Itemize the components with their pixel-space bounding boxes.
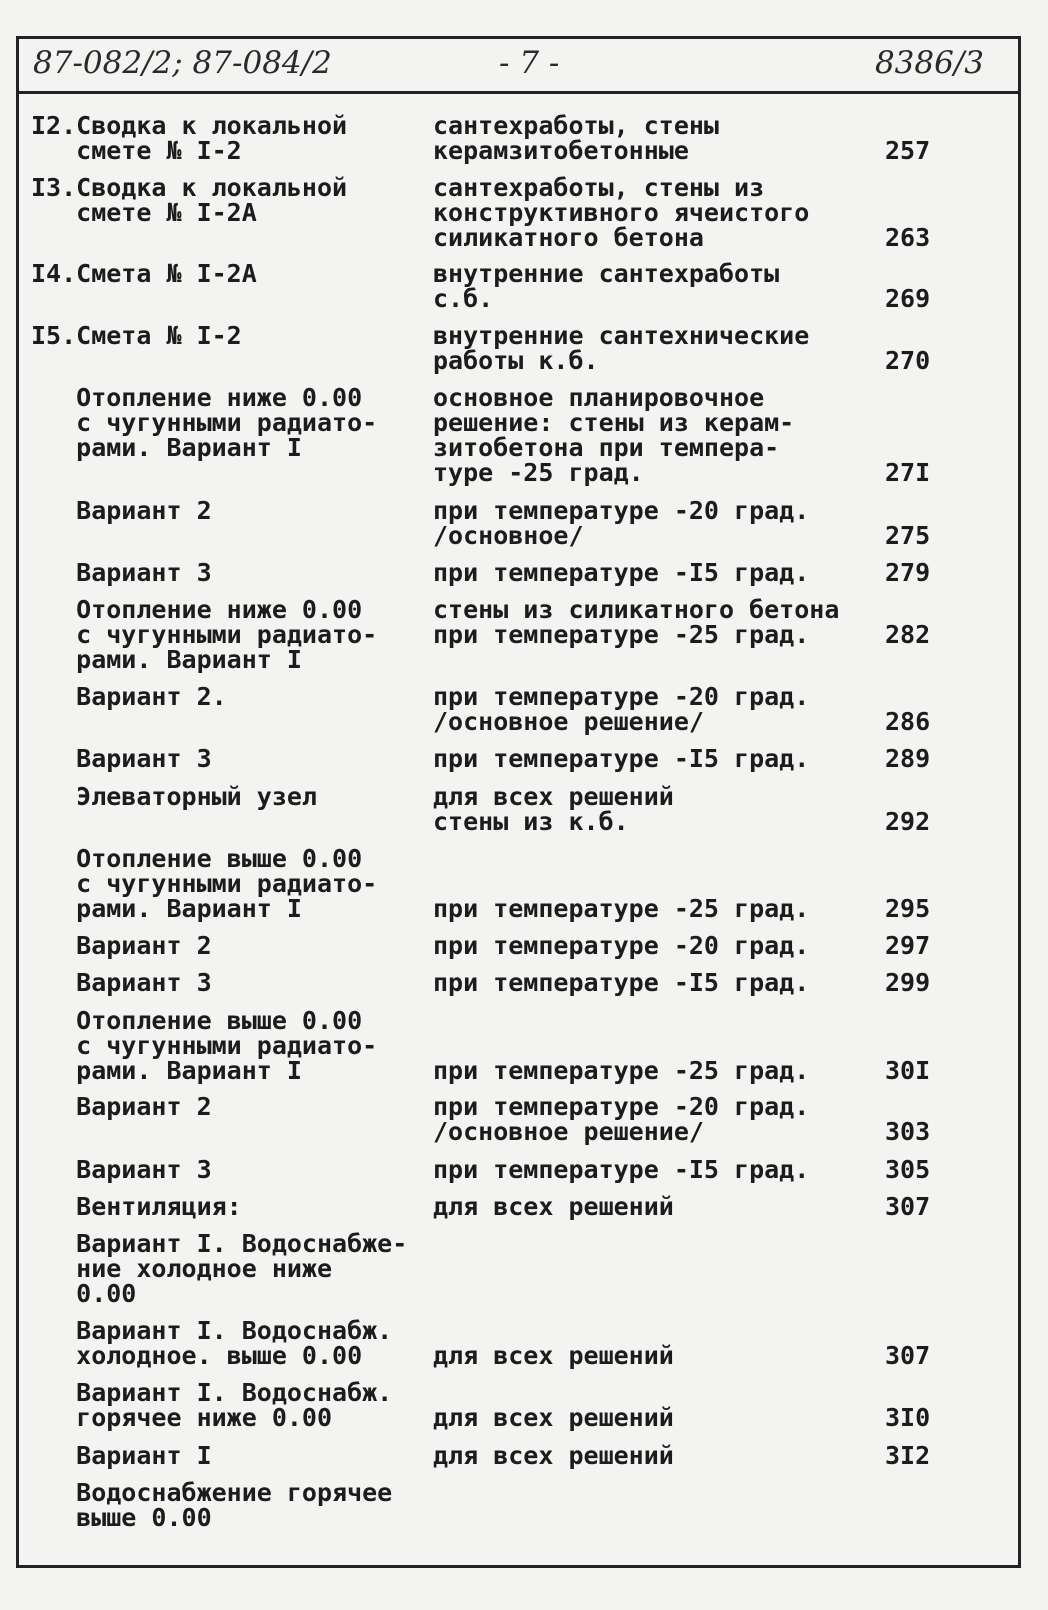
row-page-number: 295 (885, 894, 931, 923)
row-title: Отопление выше 0.00 с чугунными радиато- рами. Вариант I (76, 844, 378, 923)
row-title: Вариант I. Водоснабже- ние холодное ниже 0.00 (76, 1229, 408, 1308)
row-title: Вентиляция: (31, 1192, 242, 1221)
row-description: при температуре -25 град. (433, 894, 810, 923)
row-description: при температуре -I5 град. (433, 558, 810, 587)
row-page-number: 257 (885, 136, 931, 165)
row-page-number: 305 (885, 1155, 931, 1184)
row-page-number: 3I2 (885, 1441, 931, 1470)
row-title: Отопление выше 0.00 с чугунными радиато- рами. Вариант I (76, 1006, 378, 1085)
row-page-number: 292 (885, 807, 931, 836)
row-description: при температуре -25 град. (433, 1056, 810, 1085)
row-description: для всех решений (433, 1441, 674, 1470)
row-description: для всех решений (433, 1192, 674, 1221)
row-title: Вариант 3 (31, 1155, 212, 1184)
sheet-number: 8386/3 (874, 45, 984, 81)
row-title: I2.Сводка к локальной смете № I-2 (31, 111, 348, 165)
row-description: внутренние сантехработы с.б. (433, 259, 780, 313)
row-description: при температуре -20 град. /основное решение/ (433, 1092, 810, 1146)
row-title: Водоснабжение горячее выше 0.00 (76, 1478, 393, 1532)
row-title: Элеваторный узел (31, 782, 317, 811)
row-page-number: 307 (885, 1341, 931, 1370)
row-title: Вариант 2 (31, 931, 212, 960)
document-codes: 87-082/2; 87-084/2 (33, 45, 332, 81)
row-description: для всех решений (433, 1403, 674, 1432)
row-title: Вариант 3 (31, 744, 212, 773)
row-page-number: 270 (885, 346, 931, 375)
row-title: Вариант 2 (31, 1092, 212, 1121)
row-page-number: 297 (885, 931, 931, 960)
row-description: при температуре -I5 град. (433, 1155, 810, 1184)
row-title: Отопление ниже 0.00 с чугунными радиато- рами. Вариант I (76, 383, 378, 462)
page-header (19, 39, 1018, 94)
row-description: при температуре -I5 град. (433, 744, 810, 773)
row-page-number: 269 (885, 284, 931, 313)
row-page-number: 279 (885, 558, 931, 587)
row-page-number: 282 (885, 620, 931, 649)
row-description: при температуре -I5 град. (433, 968, 810, 997)
row-page-number: 307 (885, 1192, 931, 1221)
row-page-number: 263 (885, 223, 931, 252)
row-title: I3.Сводка к локальной смете № I-2А (31, 173, 348, 227)
row-description: сантехработы, стены керамзитобетонные (433, 111, 719, 165)
row-description: стены из силикатного бетона при температуре -25 град. (433, 595, 840, 649)
row-title: Вариант I (31, 1441, 212, 1470)
row-page-number: 27I (885, 458, 931, 487)
row-title: I5.Смета № I-2 (31, 321, 242, 350)
page-number: - 7 - (499, 45, 560, 81)
row-description: при температуре -20 град. /основное/ (433, 496, 810, 550)
row-description: сантехработы, стены из конструктивного ячеистого силикатного бетона (433, 173, 810, 252)
row-title: Отопление ниже 0.00 с чугунными радиато- рами. Вариант I (76, 595, 378, 674)
row-page-number: 30I (885, 1056, 931, 1085)
row-title: Вариант 2 (31, 496, 212, 525)
row-description: для всех решений (433, 1341, 674, 1370)
row-page-number: 275 (885, 521, 931, 550)
row-description: внутренние сантехнические работы к.б. (433, 321, 810, 375)
row-description: для всех решений стены из к.б. (433, 782, 674, 836)
row-title: Вариант I. Водоснабж. горячее ниже 0.00 (76, 1378, 393, 1432)
row-page-number: 286 (885, 707, 931, 736)
row-page-number: 289 (885, 744, 931, 773)
row-title: Вариант 3 (31, 558, 212, 587)
row-description: при температуре -20 град. /основное решение/ (433, 682, 810, 736)
row-page-number: 299 (885, 968, 931, 997)
row-description: при температуре -20 град. (433, 931, 810, 960)
page-frame (16, 36, 1021, 1568)
row-page-number: 303 (885, 1117, 931, 1146)
row-title: Вариант I. Водоснабж. холодное. выше 0.00 (76, 1316, 393, 1370)
row-title: Вариант 2. (31, 682, 227, 711)
row-title: Вариант 3 (31, 968, 212, 997)
row-title: I4.Смета № I-2А (31, 259, 257, 288)
row-description: основное планировочное решение: стены из керам- зитобетона при темпера- туре -25 град. (433, 383, 795, 487)
row-page-number: 3I0 (885, 1403, 931, 1432)
